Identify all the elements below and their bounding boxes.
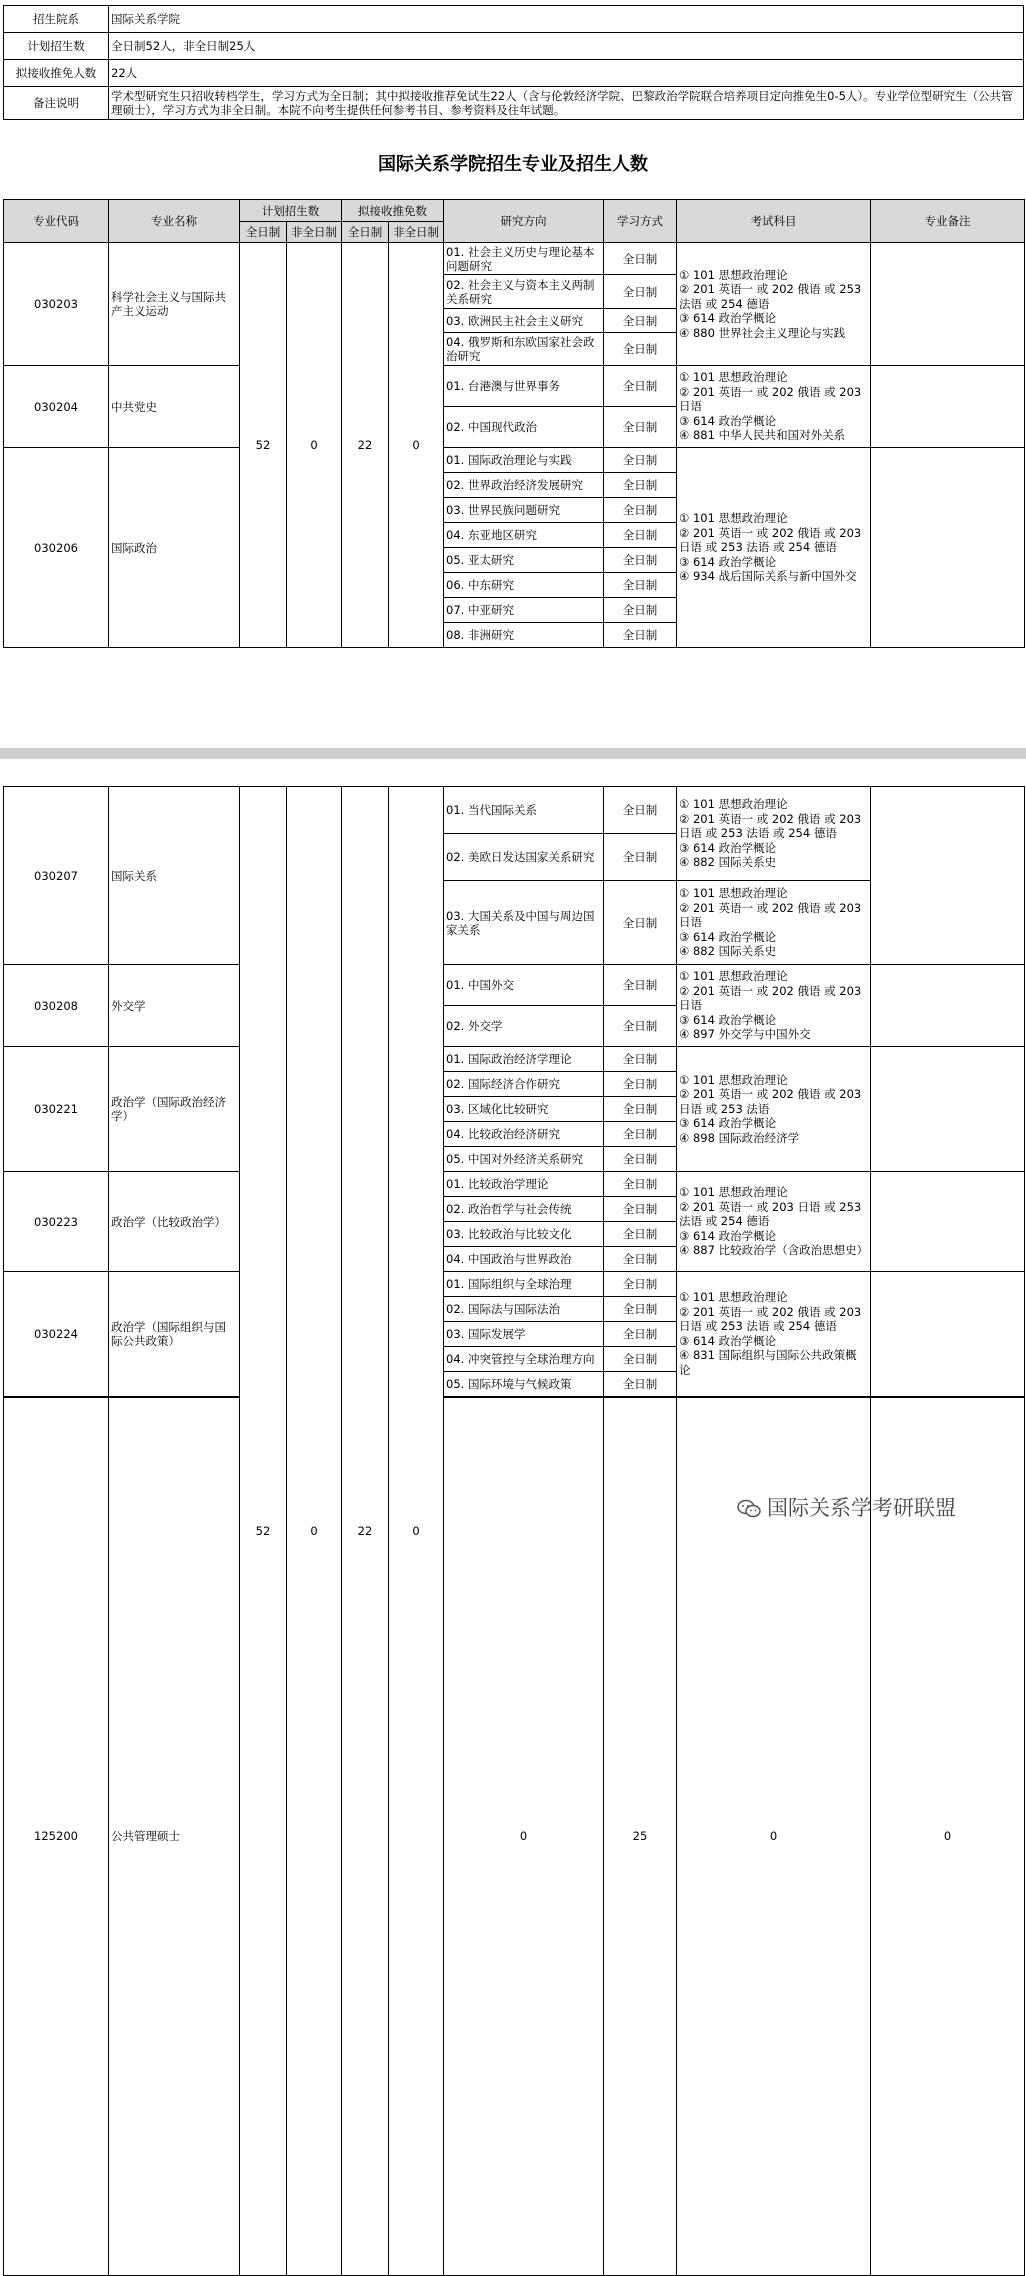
table-row: [4, 787, 1025, 834]
plan-full: 0: [444, 1397, 604, 2276]
major-name: 国际政治: [109, 448, 240, 648]
study-mode: 全日制: [604, 473, 677, 498]
watermark: [737, 1492, 956, 1522]
study-mode: 全日制: [604, 1272, 677, 1297]
header-direction: 研究方向: [444, 200, 604, 243]
direction: 04. 中国政治与世界政治: [444, 1247, 604, 1272]
direction: 03. 比较政治与比较文化: [444, 1222, 604, 1247]
exam-subjects: ① 101 思想政治理论 ② 201 英语一 或 202 俄语 或 203 日语 或 253 法语 或 254 德语 ③ 614 政治学概论 ④ 831 国际组织与国际公共政策概论: [677, 1272, 871, 1397]
table-row: [4, 366, 1025, 407]
table-row: [4, 1172, 1025, 1197]
study-mode: 全日制: [604, 309, 677, 333]
header-plan: 计划招生数: [240, 200, 342, 222]
plan-part: 0: [287, 243, 342, 648]
direction: 05. 国际环境与气候政策: [444, 1372, 604, 1397]
rec-part: 0: [389, 243, 444, 648]
major-remark: [871, 448, 1025, 648]
study-mode: 全日制: [604, 1322, 677, 1347]
direction: 06. 中东研究: [444, 573, 604, 598]
header-full: 全日制: [240, 222, 287, 243]
exam-subjects: ① 101 思想政治理论 ② 201 英语一 或 202 俄语 或 203 日语 ③ 614 政治学概论 ④ 882 国际关系史: [677, 881, 871, 965]
header-part: 非全日制: [287, 222, 342, 243]
study-mode: 全日制: [604, 573, 677, 598]
header-mode: 学习方式: [604, 200, 677, 243]
study-mode: 全日制: [604, 448, 677, 473]
major-code: 030203: [4, 243, 109, 366]
direction: 03. 大国关系及中国与周边国家关系: [444, 881, 604, 965]
study-mode: 全日制: [604, 881, 677, 965]
direction: 05. 中国对外经济关系研究: [444, 1147, 604, 1172]
table-row: [4, 243, 1025, 275]
major-name: 公共管理硕士: [109, 1397, 240, 2276]
header-code: 专业代码: [4, 200, 109, 243]
major-remark: [871, 787, 1025, 965]
table-row: [4, 1272, 1025, 1297]
info-value: 学术型研究生只招收转档学生，学习方式为全日制；其中拟接收推荐免试生22人（含与伦敦经济学院、巴黎政治学院联合培养项目定向推免生0-5人）。专业学位型研究生（公共管理硕士），学习方式为非全日制。本院不向考生提供任何参考书目、参考资料及往年试题。: [109, 87, 1024, 120]
major-name: 政治学（国际政治经济学）: [109, 1047, 240, 1172]
exam-subjects: ① 101 思想政治理论 ② 201 英语一 或 202 俄语 或 203 日语 或 253 法语 或 254 德语 ③ 614 政治学概论 ④ 882 国际关系史: [677, 787, 871, 881]
rec-part: 0: [871, 1397, 1025, 2276]
direction: 01. 社会主义历史与理论基本问题研究: [444, 243, 604, 275]
direction: 01. 比较政治学理论: [444, 1172, 604, 1197]
direction: 01. 中国外交: [444, 965, 604, 1006]
info-row: [4, 33, 1024, 60]
study-mode: 全日制: [604, 965, 677, 1006]
direction: 01. 台港澳与世界事务: [444, 366, 604, 407]
info-row: [4, 87, 1024, 120]
info-row: [4, 6, 1024, 33]
header-row: [4, 200, 1025, 222]
info-label: 拟接收推免人数: [4, 60, 109, 87]
major-code: 030221: [4, 1047, 109, 1172]
table-row: [4, 1047, 1025, 1072]
study-mode: 全日制: [604, 1247, 677, 1272]
majors-table-1: [3, 199, 1025, 648]
major-name: 外交学: [109, 965, 240, 1047]
table-row: [4, 1397, 1025, 2276]
major-name: 中共党史: [109, 366, 240, 448]
study-mode: 全日制: [604, 275, 677, 309]
direction: 03. 区域化比较研究: [444, 1097, 604, 1122]
direction: 01. 国际政治理论与实践: [444, 448, 604, 473]
page-title: 国际关系学院招生专业及招生人数: [378, 154, 648, 175]
major-name: 政治学（比较政治学）: [109, 1172, 240, 1272]
study-mode: 全日制: [604, 1197, 677, 1222]
plan-full: 52: [240, 243, 287, 648]
info-label: 招生院系: [4, 6, 109, 33]
study-mode: 全日制: [604, 333, 677, 366]
direction: 01. 国际政治经济学理论: [444, 1047, 604, 1072]
study-mode: 全日制: [604, 787, 677, 834]
major-code: 030223: [4, 1172, 109, 1272]
direction: 08. 非洲研究: [444, 623, 604, 648]
direction: 04. 冲突管控与全球治理方向: [444, 1347, 604, 1372]
direction: 04. 东亚地区研究: [444, 523, 604, 548]
study-mode: 全日制: [604, 834, 677, 881]
study-mode: 全日制: [604, 407, 677, 448]
direction: 03. 世界民族问题研究: [444, 498, 604, 523]
study-mode: 全日制: [604, 548, 677, 573]
header-name: 专业名称: [109, 200, 240, 243]
study-mode: 全日制: [604, 1006, 677, 1047]
rec-full: 0: [677, 1397, 871, 2276]
major-remark: [871, 1272, 1025, 1397]
major-remark: [871, 965, 1025, 1047]
study-mode: 全日制: [604, 598, 677, 623]
major-code: 030207: [4, 787, 109, 965]
wechat-icon: [737, 1499, 761, 1519]
header-full: 全日制: [342, 222, 389, 243]
direction: 02. 国际经济合作研究: [444, 1072, 604, 1097]
major-code: 125200: [4, 1397, 109, 2276]
majors-table-2: [3, 786, 1025, 2276]
info-table: [3, 5, 1024, 120]
page-divider: [0, 748, 1026, 759]
direction: 01. 当代国际关系: [444, 787, 604, 834]
direction: 05. 亚太研究: [444, 548, 604, 573]
study-mode: 全日制: [604, 1372, 677, 1397]
study-mode: 全日制: [604, 1097, 677, 1122]
study-mode: 全日制: [604, 1172, 677, 1197]
exam-subjects: ① 101 思想政治理论 ② 201 英语一 或 202 俄语 或 203 日语 ③ 614 政治学概论 ④ 881 中华人民共和国对外关系: [677, 366, 871, 448]
study-mode: 全日制: [604, 523, 677, 548]
major-code: 030224: [4, 1272, 109, 1397]
plan-part: 0: [287, 787, 342, 2276]
table-row: [4, 965, 1025, 1006]
rec-full: 22: [342, 787, 389, 2276]
study-mode: 全日制: [604, 623, 677, 648]
study-mode: 全日制: [604, 1047, 677, 1072]
direction: 02. 政治哲学与社会传统: [444, 1197, 604, 1222]
study-mode: 全日制: [604, 243, 677, 275]
header-part: 非全日制: [389, 222, 444, 243]
info-label: 计划招生数: [4, 33, 109, 60]
study-mode: 全日制: [604, 1222, 677, 1247]
major-name: 国际关系: [109, 787, 240, 965]
direction: 03. 国际发展学: [444, 1322, 604, 1347]
exam-subjects: ① 101 思想政治理论 ② 201 英语一 或 203 日语 或 253 法语 或 254 德语 ③ 614 政治学概论 ④ 887 比较政治学（含政治思想史）: [677, 1172, 871, 1272]
exam-subjects: ① 101 思想政治理论 ② 201 英语一 或 202 俄语 或 203 日语 ③ 614 政治学概论 ④ 897 外交学与中国外交: [677, 965, 871, 1047]
plan-part: 25: [604, 1397, 677, 2276]
direction: 02. 社会主义与资本主义两制关系研究: [444, 275, 604, 309]
exam-subjects: ① 101 思想政治理论 ② 201 英语一 或 202 俄语 或 203 日语 或 253 法语 或 254 德语 ③ 614 政治学概论 ④ 934 战后国际关系与新中国外交: [677, 448, 871, 648]
direction: 01. 国际组织与全球治理: [444, 1272, 604, 1297]
major-code: 030206: [4, 448, 109, 648]
plan-full: 52: [240, 787, 287, 2276]
study-mode: 全日制: [604, 366, 677, 407]
info-label: 备注说明: [4, 87, 109, 120]
info-value: 22人: [109, 60, 1024, 87]
study-mode: 全日制: [604, 498, 677, 523]
major-remark: [871, 1047, 1025, 1172]
header-rec: 拟接收推免数: [342, 200, 444, 222]
header-remarks: 专业备注: [871, 200, 1025, 243]
exam-subjects: ① 101 思想政治理论 ② 201 英语一 或 202 俄语 或 203 日语 或 253 法语 ③ 614 政治学概论 ④ 898 国际政治经济学: [677, 1047, 871, 1172]
major-name: 政治学（国际组织与国际公共政策）: [109, 1272, 240, 1397]
direction: 02. 美欧日发达国家关系研究: [444, 834, 604, 881]
major-code: 030208: [4, 965, 109, 1047]
direction: 03. 欧洲民主社会主义研究: [444, 309, 604, 333]
header-subjects: 考试科目: [677, 200, 871, 243]
study-mode: 全日制: [604, 1297, 677, 1322]
table-row: [4, 448, 1025, 473]
major-remark: [871, 1172, 1025, 1272]
study-mode: 全日制: [604, 1347, 677, 1372]
study-mode: 全日制: [604, 1147, 677, 1172]
direction: 02. 国际法与国际法治: [444, 1297, 604, 1322]
direction: 02. 中国现代政治: [444, 407, 604, 448]
study-mode: 全日制: [604, 1122, 677, 1147]
watermark-text: 国际关系学考研联盟: [767, 1496, 956, 1520]
direction: 02. 世界政治经济发展研究: [444, 473, 604, 498]
direction: 04. 俄罗斯和东欧国家社会政治研究: [444, 333, 604, 366]
info-row: [4, 60, 1024, 87]
exam-subjects: ① 101 思想政治理论 ② 201 英语一 或 202 俄语 或 253 法语 或 254 德语 ③ 614 政治学概论 ④ 880 世界社会主义理论与实践: [677, 243, 871, 366]
major-code: 030204: [4, 366, 109, 448]
major-remark: [871, 243, 1025, 366]
rec-part: 0: [389, 787, 444, 2276]
direction: 04. 比较政治经济研究: [444, 1122, 604, 1147]
rec-full: 22: [342, 243, 389, 648]
major-name: 科学社会主义与国际共产主义运动: [109, 243, 240, 366]
study-mode: 全日制: [604, 1072, 677, 1097]
direction: 07. 中亚研究: [444, 598, 604, 623]
major-remark: [871, 366, 1025, 448]
info-value: 全日制52人，非全日制25人: [109, 33, 1024, 60]
direction: 02. 外交学: [444, 1006, 604, 1047]
info-value: 国际关系学院: [109, 6, 1024, 33]
